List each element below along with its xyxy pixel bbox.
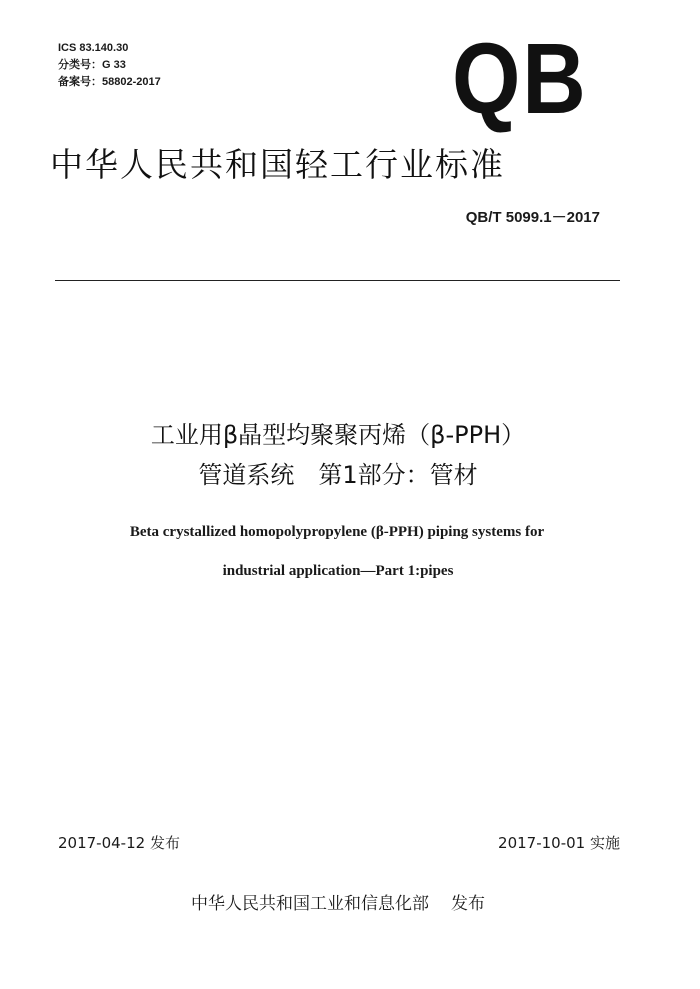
document-title-cn-line2: 管道系统 第1部分：管材 <box>198 461 478 489</box>
document-title-en-line2: industrial application—Part 1:pipes <box>222 563 454 579</box>
qb-logo: QB <box>452 23 588 135</box>
document-title-cn-line1: 工业用β晶型均聚聚丙烯（β-PPH） <box>150 421 526 449</box>
classification-code: 分类号：G 33 <box>58 59 126 71</box>
publisher-action: 发布 <box>451 894 485 914</box>
standard-number: QB/T 5099.1－2017 <box>465 209 600 226</box>
standard-title: 中华人民共和国轻工行业标准 <box>50 145 505 184</box>
publisher-name: 中华人民共和国工业和信息化部 <box>191 894 429 914</box>
record-number: 备案号：58802-2017 <box>58 76 161 88</box>
publisher <box>0 889 688 914</box>
document-metadata <box>58 40 161 91</box>
issue-date: 2017-04-12 发布 <box>58 834 180 852</box>
implementation-date: 2017-10-01 实施 <box>498 834 620 852</box>
header-divider <box>55 280 620 281</box>
ics-code: ICS 83.140.30 <box>58 42 129 54</box>
document-title-en-line1: Beta crystallized homopolypropylene (β-PPH) piping systems for <box>129 524 545 540</box>
